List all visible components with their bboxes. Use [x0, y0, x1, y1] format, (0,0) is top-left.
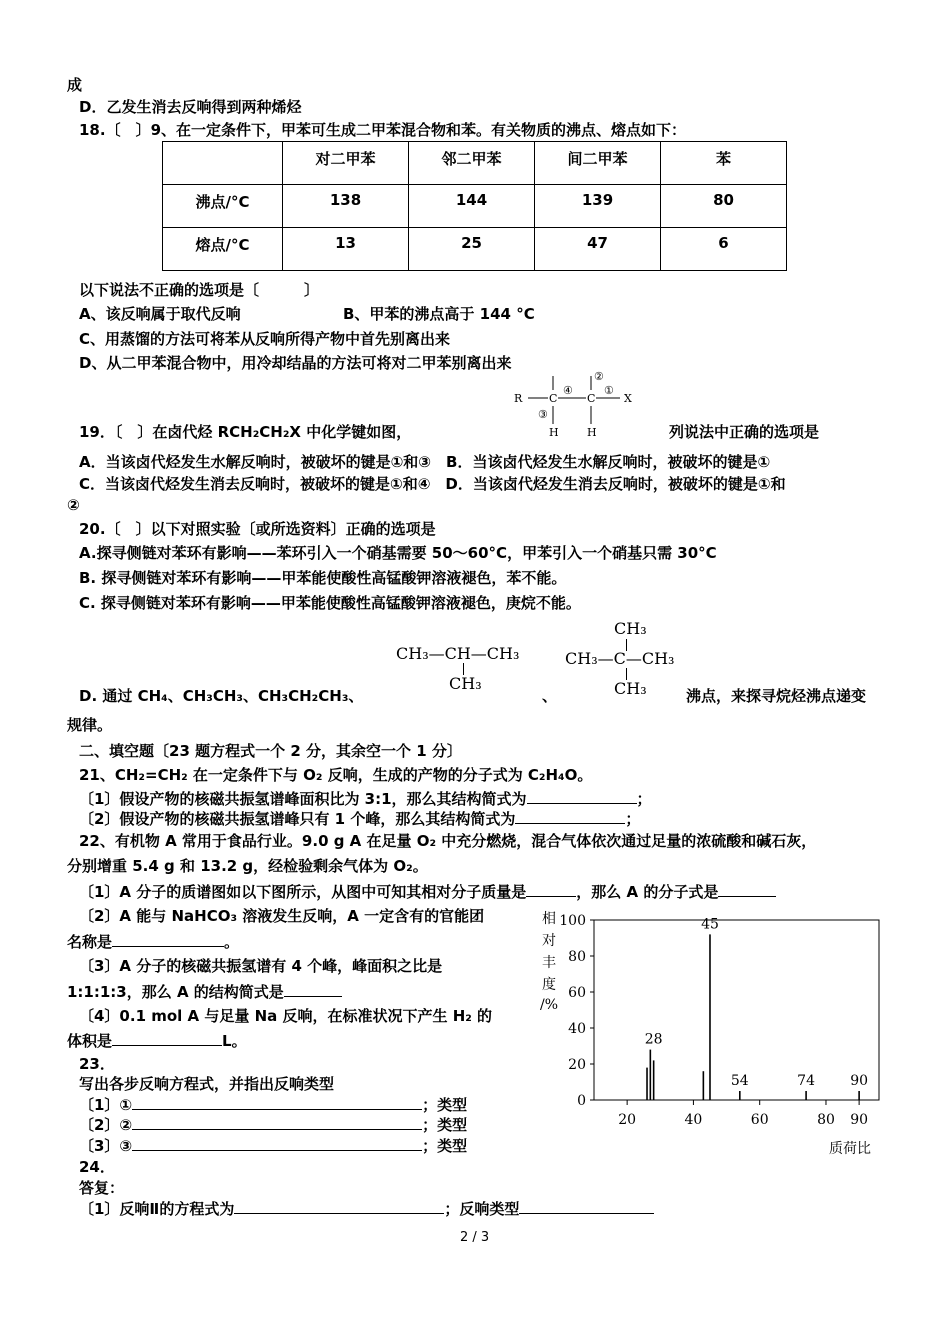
q22-part4-cont — [67, 1030, 247, 1051]
q22-part3-text-b: 1:1:1:3，那么 A 的结构简式是 — [67, 983, 284, 1001]
q22-stem-cont: 分别增重 5.4 g 和 13.2 g，经检验剩余气体为 O₂。 — [67, 857, 428, 875]
q18-option-c: C、用蒸馏的方法可将苯从反响所得产物中首先别离出来 — [79, 330, 451, 348]
q22-part3: 〔3〕A 分子的核磁共振氢谱有 4 个峰，峰面积之比是 — [79, 957, 443, 975]
table-row — [163, 228, 787, 271]
y-tick-label: 100 — [559, 913, 586, 929]
section-2-title: 二、填空题〔23 题方程式一个 2 分，其余空一个 1 分〕 — [79, 742, 462, 760]
type-label: ；类型 — [422, 1096, 468, 1114]
q22-part1-text-b: ，那么 A 的分子式是 — [576, 883, 719, 901]
q20-option-b: B. 探寻侧链对苯环有影响——甲苯能使酸性高锰酸钾溶液褪色，苯不能。 — [79, 569, 567, 587]
table-cell: 138 — [283, 185, 409, 228]
table-cell: 间二甲苯 — [535, 142, 661, 185]
atom-c1: C — [549, 392, 558, 405]
answer-blank[interactable] — [234, 1198, 444, 1214]
x-tick-label: 40 — [684, 1112, 703, 1128]
q20-option-d-cont: 规律。 — [67, 716, 113, 734]
table-cell: 25 — [409, 228, 535, 271]
y-axis-label-2: 对 — [542, 933, 556, 949]
table-cell: 80 — [661, 185, 787, 228]
q23-part2-text: 〔2〕② — [79, 1116, 133, 1134]
q21-part2-text: 〔2〕假设产物的核磁共振氢谱峰只有 1 个峰，那么其结构简式为 — [79, 810, 516, 828]
q17-option-d: D．乙发生消去反响得到两种烯烃 — [79, 98, 302, 116]
table-cell: 144 — [409, 185, 535, 228]
q22-part4-text-b: 体积是 — [67, 1032, 113, 1050]
q18-option-d: D、从二甲苯混合物中，用冷却结晶的方法可将对二甲苯别离出来 — [79, 354, 512, 372]
isobutane-main: CH₃—CH—CH₃ — [396, 644, 520, 663]
q21-part1-text: 〔1〕假设产物的核磁共振氢谱峰面积比为 3:1，那么其结构简式为 — [79, 790, 527, 808]
q19-stem: 19．〔 〕在卤代烃 RCH₂CH₂X 中化学键如图， — [79, 423, 412, 441]
table-row — [163, 185, 787, 228]
bond-1-label: ① — [604, 384, 614, 397]
q23-number: 23． — [79, 1055, 115, 1073]
table-cell: 邻二甲苯 — [409, 142, 535, 185]
q19-options-cont: ② — [67, 496, 80, 514]
q19-options-ab: A．当该卤代烃发生水解反响时，被破坏的键是①和③ B．当该卤代烃发生水解反响时，被破坏的键是① — [79, 453, 771, 471]
q23-stem: 写出各步反响方程式，并指出反响类型 — [79, 1075, 335, 1093]
q20-option-a: A.探寻侧链对苯环有影响——苯环引入一个硝基需要 50～60°C，甲苯引入一个硝基只需 30°C — [79, 544, 717, 562]
table-cell: 苯 — [661, 142, 787, 185]
q24-part1 — [79, 1198, 654, 1219]
mass-spectrum-chart — [532, 905, 892, 1165]
x-axis-label: 质荷比 — [829, 1141, 871, 1157]
y-axis-label-4: 度 — [542, 977, 556, 993]
x-tick-label: 80 — [817, 1112, 835, 1128]
y-tick-label: 40 — [568, 1021, 586, 1037]
table-cell: 47 — [535, 228, 661, 271]
neopentane-top: CH₃ — [614, 619, 647, 638]
answer-blank[interactable] — [515, 808, 625, 824]
line-continuation: 成 — [67, 76, 83, 94]
answer-blank[interactable] — [112, 1030, 222, 1046]
q23-part2 — [79, 1114, 467, 1135]
atom-c2: C — [587, 392, 596, 405]
q22-stem: 22、有机物 A 常用于食品行业。9.0 g A 在足量 O₂ 中充分燃烧，混合气体依次通过足量的浓硫酸和碱石灰， — [79, 832, 817, 850]
neopentane-main: CH₃—C—CH₃ — [565, 649, 675, 668]
bond-diagram — [508, 370, 648, 442]
x-tick-label: 20 — [618, 1112, 637, 1128]
table-cell — [163, 142, 283, 185]
y-axis-label-3: 丰 — [542, 955, 556, 971]
peak-label: 74 — [797, 1073, 816, 1089]
y-tick-label: 60 — [568, 985, 586, 1001]
atom-x: X — [624, 392, 632, 405]
peak-label: 54 — [730, 1073, 749, 1089]
peak-label: 45 — [701, 916, 719, 933]
answer-blank[interactable] — [132, 1135, 422, 1151]
peak-label: 90 — [850, 1073, 869, 1089]
q20-option-d-sep: 、 — [542, 687, 558, 705]
q24-number: 24． — [79, 1158, 115, 1176]
answer-blank[interactable] — [284, 981, 342, 997]
q20-option-c: C. 探寻侧链对苯环有影响——甲苯能使酸性高锰酸钾溶液褪色，庚烷不能。 — [79, 594, 581, 612]
bond-4-label: ④ — [563, 384, 573, 397]
q23-part3 — [79, 1135, 467, 1156]
peak-label: 28 — [644, 1031, 663, 1048]
q22-part4: 〔4〕0.1 mol A 与足量 Na 反响，在标准状况下产生 H₂ 的 — [79, 1007, 493, 1025]
type-label: ；类型 — [422, 1116, 468, 1134]
bond-3-label: ③ — [538, 408, 548, 421]
table-cell: 沸点/°C — [163, 185, 283, 228]
type-label: ；类型 — [422, 1137, 468, 1155]
x-tick-label: 60 — [750, 1112, 769, 1128]
q20-option-d: D. 通过 CH₄、CH₃CH₃、CH₃CH₂CH₃、 — [79, 687, 364, 705]
q22-part2-cont: 名称是 。 — [67, 933, 240, 951]
q18-option-a: A、该反响属于取代反响 — [79, 305, 241, 323]
table-cell: 6 — [661, 228, 787, 271]
bond-2-label: ② — [594, 370, 604, 383]
q22-part1 — [79, 881, 776, 902]
q22-part2: 〔2〕A 能与 NaHCO₃ 溶液发生反响，A 一定含有的官能团 — [79, 907, 485, 925]
q18-stem: 以下说法不正确的选项是〔 〕 — [79, 281, 320, 299]
q20-stem: 20.〔 〕以下对照实验〔或所选资料〕正确的选项是 — [79, 520, 436, 538]
q22-part3-cont — [67, 981, 342, 1002]
q23-part3-text: 〔3〕③ — [79, 1137, 133, 1155]
y-tick-label: 80 — [568, 949, 586, 965]
neopentane-bottom: CH₃ — [614, 679, 647, 698]
y-axis-label-1: 相 — [542, 911, 556, 927]
q23-part1-text: 〔1〕① — [79, 1096, 133, 1114]
q19-options-cd: C．当该卤代烃发生消去反响时，被破坏的键是①和④ D．当该卤代烃发生消去反响时，被破坏的键是①和 — [79, 475, 786, 493]
answer-blank[interactable] — [112, 931, 224, 947]
answer-blank[interactable] — [527, 788, 637, 804]
y-axis-label-5: /% — [540, 997, 559, 1013]
q23-part1 — [79, 1094, 467, 1115]
table-cell: 13 — [283, 228, 409, 271]
x-tick-label: 90 — [850, 1112, 869, 1128]
y-tick-label: 0 — [577, 1093, 586, 1109]
q24-part1-text: 〔1〕反响Ⅱ的方程式为 — [79, 1200, 235, 1218]
answer-blank[interactable] — [132, 1114, 422, 1130]
q19-stem-end: 列说法中正确的选项是 — [669, 423, 820, 441]
y-tick-label: 20 — [568, 1057, 586, 1073]
atom-r: R — [514, 392, 523, 405]
q20-option-d-end: 沸点，来探寻烷烃沸点递变 — [686, 687, 867, 705]
answer-blank[interactable] — [718, 881, 776, 897]
q18-option-b: B、甲苯的沸点高于 144 °C — [343, 305, 535, 323]
q24-stem: 答复： — [79, 1179, 125, 1197]
atom-h2: H — [587, 426, 597, 439]
table-cell: 对二甲苯 — [283, 142, 409, 185]
page-number: 2 / 3 — [460, 1230, 490, 1245]
q21-part2: 〔2〕假设产物的核磁共振氢谱峰只有 1 个峰，那么其结构简式为 ； — [79, 810, 641, 828]
property-table — [162, 141, 787, 271]
q18-title: 18.〔 〕9、在一定条件下，甲苯可生成二甲苯混合物和苯。有关物质的沸点、熔点如下： — [79, 121, 687, 139]
q22-part1-text: 〔1〕A 分子的质谱图如以下图所示，从图中可知其相对分子质量是 — [79, 883, 527, 901]
answer-blank[interactable] — [132, 1094, 422, 1110]
table-header-row — [163, 142, 787, 185]
isobutane-branch: CH₃ — [449, 674, 482, 693]
atom-h1: H — [549, 426, 559, 439]
answer-blank[interactable] — [519, 1198, 654, 1214]
answer-blank[interactable] — [526, 881, 576, 897]
q22-part4-text-c: L。 — [222, 1032, 247, 1050]
q21-part1: 〔1〕假设产物的核磁共振氢谱峰面积比为 3:1，那么其结构简式为 ； — [79, 790, 652, 808]
q24-part1-text-b: ；反响类型 — [444, 1200, 520, 1218]
table-cell: 熔点/°C — [163, 228, 283, 271]
q21-stem: 21、CH₂=CH₂ 在一定条件下与 O₂ 反响，生成的产物的分子式为 C₂H₄O。 — [79, 766, 593, 784]
q22-part2-text-b: 名称是 — [67, 933, 113, 951]
table-cell: 139 — [535, 185, 661, 228]
